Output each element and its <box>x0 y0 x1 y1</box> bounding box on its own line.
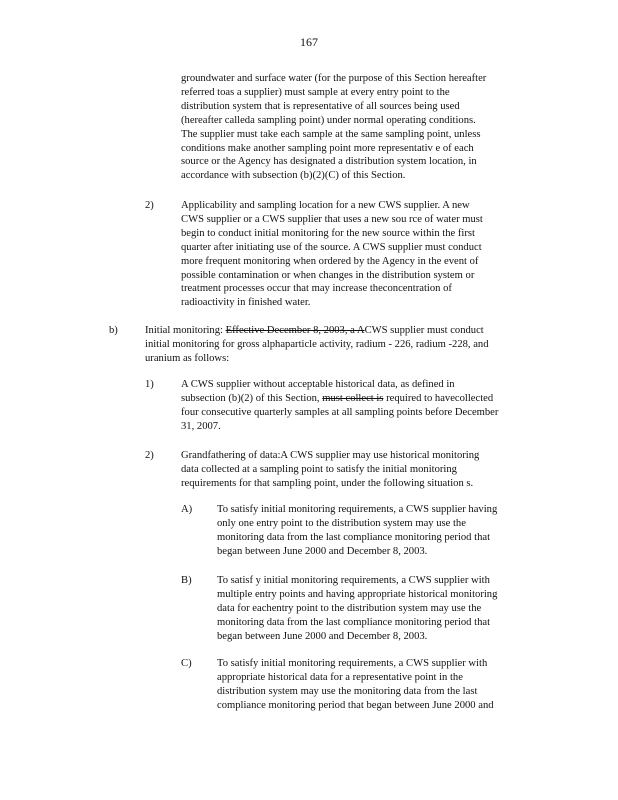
intro-line: accordance with subsection (b)(2)(C) of this Section. <box>181 170 406 182</box>
intro-line: The supplier must take each sample at the same sampling point, unless <box>181 128 481 140</box>
item-b2-line: requirements for that sampling point, under the following situation s. <box>181 477 474 489</box>
item-b1-line: A CWS supplier without acceptable historical data, as defined in <box>181 379 455 390</box>
item-b2-line: data collected at a sampling point to satisfy the initial monitoring <box>181 463 457 475</box>
item-2-line: Applicability and sampling location for a new CWS supplier. A new <box>181 200 470 211</box>
intro-line: source or the Agency has designated a distribution system location, in <box>181 156 477 168</box>
sub-c-line: appropriate historical data for a representative point in the <box>217 671 463 683</box>
sub-b-label: B) <box>181 575 192 586</box>
item-2-line: possible contamination or when changes in the distribution system or <box>181 269 475 281</box>
sub-c-line: To satisfy initial monitoring requirements, a CWS supplier with <box>217 658 488 669</box>
item-b-line: uranium as follows: <box>145 352 230 364</box>
item-b2-line: Grandfathering of data:A CWS supplier may use historical monitoring <box>181 450 480 461</box>
item-b1-line: 31, 2007. <box>181 420 221 432</box>
item-b1-line <box>181 392 533 406</box>
sub-a-paragraph <box>217 503 533 559</box>
item-2-line: treatment processes occur that may increase theconcentration of <box>181 283 452 295</box>
intro-line: referred toas a supplier) must sample at every entry point to the <box>181 86 450 98</box>
sub-c-line: distribution system may use the monitoring data from the last <box>217 685 478 697</box>
item-b-line <box>145 324 533 338</box>
item-2-line: CWS supplier or a CWS supplier that uses a new sou rce of water must <box>181 213 483 225</box>
sub-b-line: began between June 2000 and December 8, 2003. <box>217 630 428 642</box>
item-2-line: radioactivity in finished water. <box>181 297 311 309</box>
intro-line: distribution system that is representative of all sources being used <box>181 100 460 112</box>
sub-a-line: only one entry point to the distribution system may use the <box>217 517 466 529</box>
item-b1-text: subsection (b)(2) of this Section, <box>181 392 323 404</box>
item-b1-struck-text: must collect is <box>322 392 384 404</box>
sub-b-paragraph <box>217 574 533 644</box>
item-b1-label: 1) <box>145 379 154 390</box>
intro-paragraph <box>181 72 533 183</box>
sub-a-line: To satisfy initial monitoring requirements, a CWS supplier having <box>217 504 498 515</box>
item-2-line: more frequent monitoring when ordered by the Agency in the event of <box>181 255 479 267</box>
item-b-text: CWS supplier must conduct <box>364 325 484 336</box>
item-2-label: 2) <box>145 200 154 211</box>
item-2-line: begin to conduct initial monitoring for the new source within the first <box>181 227 475 239</box>
item-b-line: initial monitoring for gross alphaparticle activity, radium - 226, radium -228, and <box>145 338 489 350</box>
item-b-paragraph <box>145 324 533 366</box>
intro-line: (hereafter calleda sampling point) under normal operating conditions. <box>181 114 476 126</box>
item-b1-text: required to havecollected <box>383 392 494 404</box>
item-b1-line: four consecutive quarterly samples at all sampling points before December <box>181 406 499 418</box>
sub-a-line: began between June 2000 and December 8, 2003. <box>217 545 428 557</box>
sub-b-line: multiple entry points and having appropriate historical monitoring <box>217 588 498 600</box>
intro-line: conditions make another sampling point more representativ e of each <box>181 142 474 154</box>
item-b2-paragraph <box>181 449 533 491</box>
item-2-paragraph <box>181 199 533 310</box>
item-b-struck-text: Effective December 8, 2003, a A <box>225 325 365 336</box>
sub-b-line: To satisf y initial monitoring requirements, a CWS supplier with <box>217 575 490 586</box>
sub-b-line: data for eachentry point to the distribution system may use the <box>217 602 482 614</box>
sub-b-line: monitoring data from the last compliance monitoring period that <box>217 616 491 628</box>
intro-line: groundwater and surface water (for the purpose of this Section hereafter <box>181 73 487 84</box>
item-b1-paragraph <box>181 378 533 434</box>
sub-c-label: C) <box>181 658 192 669</box>
sub-c-paragraph <box>217 657 533 713</box>
sub-a-label: A) <box>181 504 193 515</box>
sub-a-line: monitoring data from the last compliance monitoring period that <box>217 531 491 543</box>
sub-c-line: compliance monitoring period that began between June 2000 and <box>217 699 494 711</box>
item-b-text: Initial monitoring: <box>145 325 226 336</box>
item-2-line: quarter after initiating use of the source. A CWS supplier must conduct <box>181 241 482 253</box>
item-b-label: b) <box>109 325 118 336</box>
page-number: 167 <box>300 35 318 49</box>
item-b2-label: 2) <box>145 450 154 461</box>
